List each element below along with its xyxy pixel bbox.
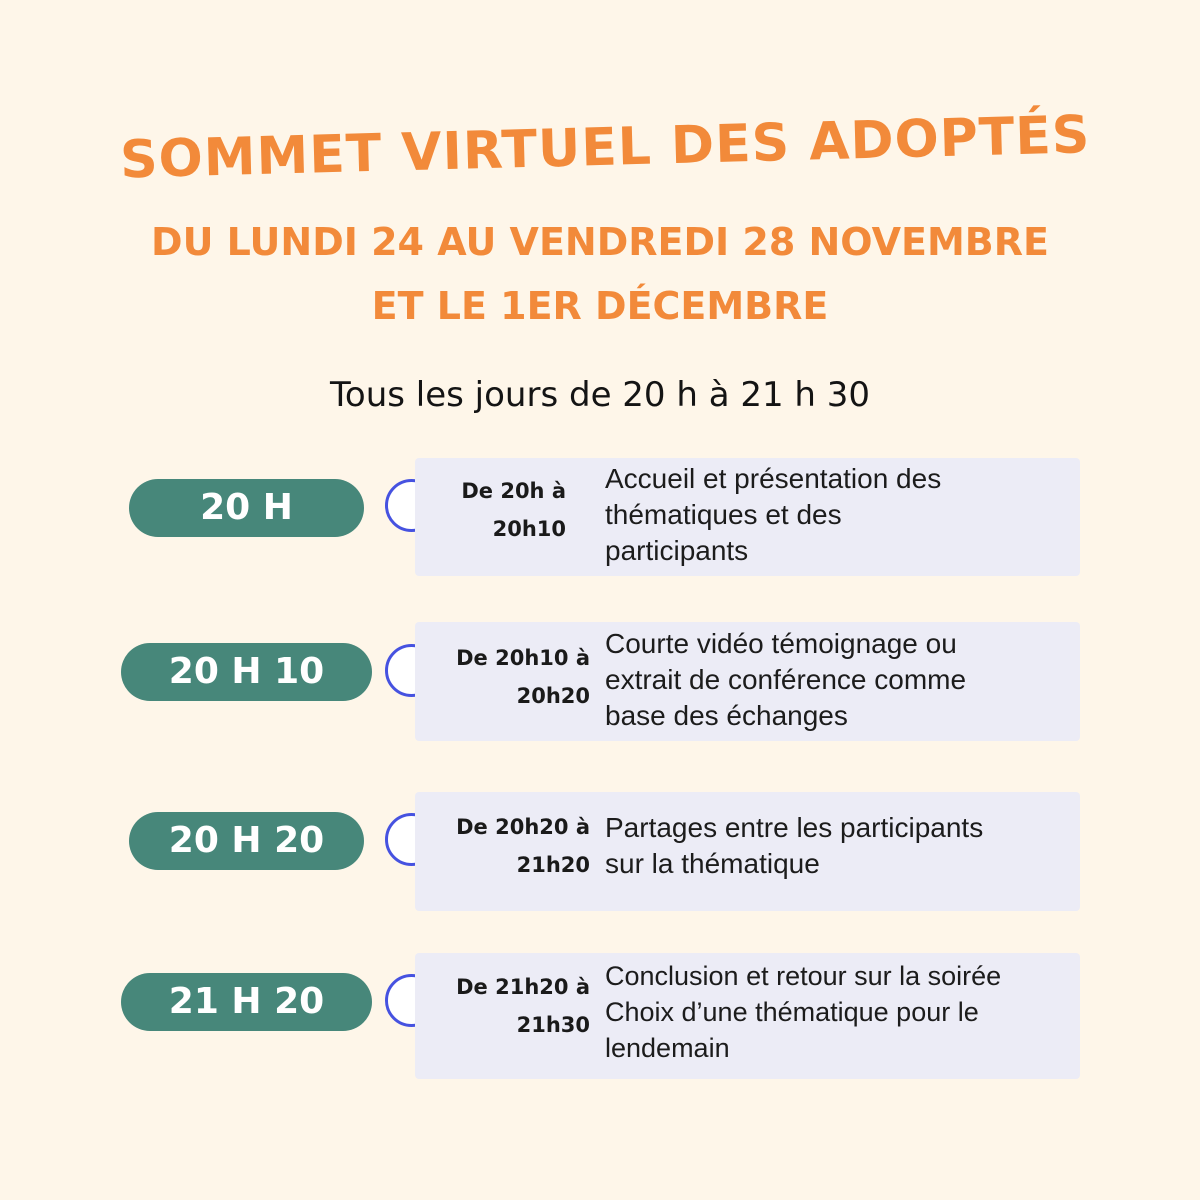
time-pill: 21 H 20 xyxy=(121,973,372,1031)
description-line: lendemain xyxy=(605,1033,730,1063)
time-range-start: De 20h10 à xyxy=(456,646,590,670)
time-range xyxy=(430,637,590,717)
description-line: participants xyxy=(605,535,749,566)
date-range-line-2: ET LE 1ER DÉCEMBRE xyxy=(371,284,829,328)
date-range-line-1: DU LUNDI 24 AU VENDREDI 28 NOVEMBRE xyxy=(151,220,1049,264)
description-line: extrait de conférence comme xyxy=(605,664,967,695)
description-line: Accueil et présentation des xyxy=(605,463,942,494)
time-range-start: De 21h20 à xyxy=(456,975,590,999)
time-pill: 20 H 10 xyxy=(121,643,372,701)
daily-hours: Tous les jours de 20 h à 21 h 30 xyxy=(329,375,871,415)
time-range-end: 21h20 xyxy=(516,853,590,877)
schedule-description xyxy=(605,958,1001,1066)
time-range-end: 20h10 xyxy=(492,517,566,541)
schedule-description xyxy=(605,626,966,734)
time-range-start: De 20h20 à xyxy=(456,815,590,839)
description-line: Conclusion et retour sur la soirée xyxy=(605,961,1002,991)
event-title: SOMMET VIRTUEL DES ADOPTÉS xyxy=(119,105,1092,191)
description-line: sur la thématique xyxy=(605,848,820,879)
schedule-description xyxy=(605,461,941,569)
time-range xyxy=(430,966,590,1046)
description-line: base des échanges xyxy=(605,700,848,731)
time-range-end: 20h20 xyxy=(516,684,590,708)
description-line: thématiques et des xyxy=(605,499,842,530)
schedule-description xyxy=(605,810,983,882)
description-line: Courte vidéo témoignage ou xyxy=(605,628,957,659)
time-range xyxy=(430,806,590,886)
time-range-end: 21h30 xyxy=(516,1013,590,1037)
time-pill: 20 H xyxy=(129,479,364,537)
time-pill: 20 H 20 xyxy=(129,812,364,870)
description-line: Partages entre les participants xyxy=(605,812,984,843)
description-line: Choix d’une thématique pour le xyxy=(605,997,979,1027)
time-range-start: De 20h à xyxy=(461,479,566,503)
time-range xyxy=(440,470,566,550)
